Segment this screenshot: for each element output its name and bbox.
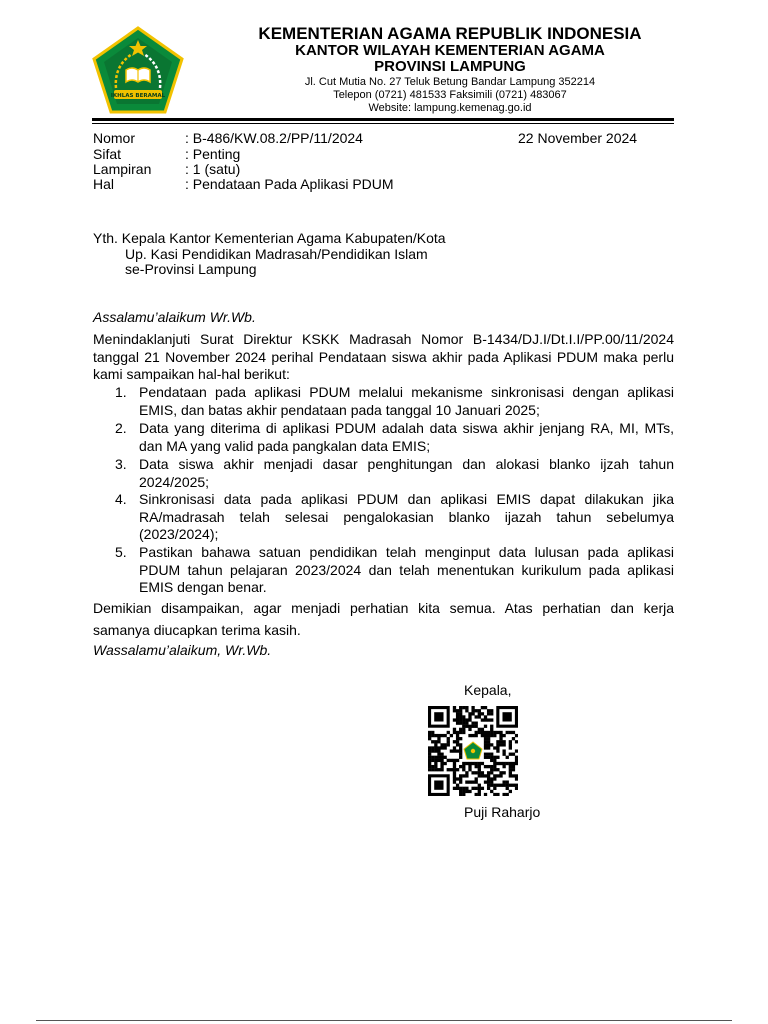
list-item-line: Sinkronisasi data pada aplikasi PDUM dan aplikasi EMIS dapat dilakukan jika [139,491,674,507]
list-number: 2. [115,420,127,436]
signature-title: Kepala, [464,682,512,698]
recipient-line-3: se-Provinsi Lampung [125,261,257,277]
letter-date: 22 November 2024 [518,130,638,146]
list-item [139,491,674,544]
lampiran-label: Lampiran [93,161,152,177]
list-number: 4. [115,491,127,507]
letterhead-address: Jl. Cut Mutia No. 27 Teluk Betung Bandar Lampung 352214 [304,76,596,88]
recipient-line-2: Up. Kasi Pendidikan Madrasah/Pendidikan Islam [125,246,428,262]
sifat-label: Sifat [93,146,122,162]
list-number: 3. [115,456,127,472]
list-item-line: 2024/2025; [139,473,210,490]
logo-motto: IKHLAS BERAMAL [110,93,166,99]
list-item-line: EMIS, dan batas akhir pendataan pada tanggal 10 Januari 2025; [139,401,540,418]
letterhead-office: KANTOR WILAYAH KEMENTERIAN AGAMA [295,42,605,59]
letterhead-province: PROVINSI LAMPUNG [374,58,526,75]
signature-name: Puji Raharjo [464,804,541,820]
list-item-line: Data siswa akhir menjadi dasar penghitungan dan alokasi blanko ijzah tahun [139,456,674,472]
hal-value: : Pendataan Pada Aplikasi PDUM [185,176,394,192]
letterhead-phone: Telepon (0721) 481533 Faksimili (0721) 483067 [333,89,567,101]
intro-line: tanggal 21 November 2024 perihal Pendataan siswa akhir pada Aplikasi PDUM maka perlu [93,348,674,365]
greeting: Assalamu’alaikum Wr.Wb. [93,309,256,325]
list-item [139,544,674,597]
lampiran-value: : 1 (satu) [185,161,241,177]
list-item [139,384,674,419]
letterhead-ministry: KEMENTERIAN AGAMA REPUBLIK INDONESIA [258,24,642,43]
closing-line: Demikian disampaikan, agar menjadi perhatian kita semua. Atas perhatian dan kerja [93,600,674,616]
letterhead-rule-thick [92,118,674,121]
list-item-line: (2023/2024); [139,526,219,542]
nomor-value: : B-486/KW.08.2/PP/11/2024 [185,130,363,146]
kemenag-logo [92,26,184,114]
letterhead-website: Website: lampung.kemenag.go.id [368,102,532,114]
list-item-line: EMIS dengan benar. [139,579,267,595]
list-item [139,456,674,491]
hal-label: Hal [93,176,115,192]
list-item-line: Pendataan pada aplikasi PDUM melalui mekanisme sinkronisasi dengan aplikasi [139,384,674,400]
recipient-line-1: Yth. Kepala Kantor Kementerian Agama Kabupaten/Kota [93,230,446,246]
footer-rule [36,1020,732,1021]
signature-qr-code [428,706,518,796]
intro-line: Menindaklanjuti Surat Direktur KSKK Madrasah Nomor B-1434/DJ.I/Dt.I.I/PP.00/11/2024 [93,331,674,347]
list-number: 5. [115,544,127,560]
intro-line: kami sampaikan hal-hal berikut: [93,366,290,382]
list-number: 1. [115,384,127,400]
list-item-line: dan MA yang valid pada pangkalan data EMIS; [139,437,431,454]
closing-line: samanya diucapkan terima kasih. [93,622,301,638]
sifat-value: : Penting [185,146,241,162]
letterhead-rule-thin [92,123,674,124]
nomor-label: Nomor [93,130,136,146]
closing-paragraph [93,597,674,641]
list-item-line: Data yang diterima di aplikasi PDUM adalah data siswa akhir jenjang RA, MI, MTs, [139,420,674,436]
list-item-line: PDUM tahun pelajaran 2023/2024 dan telah menentukan kurikulum pada aplikasi [139,561,674,578]
intro-paragraph [93,331,674,384]
farewell: Wassalamu’alaikum, Wr.Wb. [93,642,272,658]
list-item-line: RA/madrasah telah selesai pengalokasian blanko ijazah tahun sebelumya [139,508,674,525]
list-item-line: Pastikan bahawa satuan pendidikan telah menginput data lulusan pada aplikasi [139,544,674,560]
list-item [139,420,674,455]
